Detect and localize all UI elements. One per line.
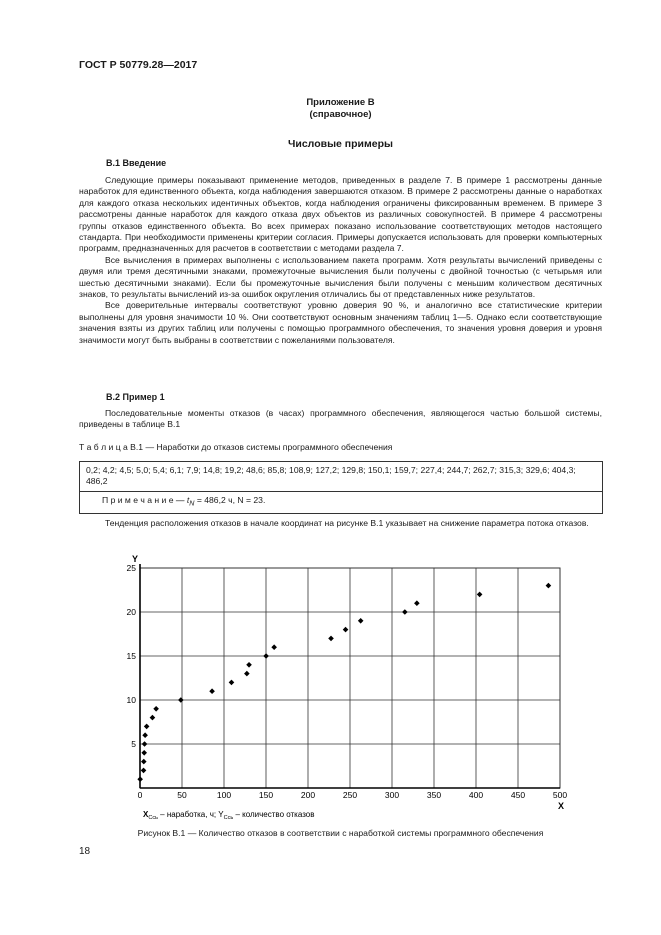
b1-body <box>79 175 602 346</box>
y-tick-label: 20 <box>126 607 136 617</box>
data-point <box>229 680 235 686</box>
note-text: — t <box>173 494 190 505</box>
figure-caption: Рисунок В.1 — Количество отказов в соответствии с наработкой системы программного обеспечения <box>137 828 544 838</box>
paragraph: Следующие примеры показывают применение методов, приведенных в разделе 7. В примере 1 рассмотрены данные наработок для единственного объекта, когда наблюдения завершаются отказом. В примере 2 рассмотрены данные о наработках для каждого отказа нескольких идентичных объектов, когда наблюдения ограничены фиксированным временем. В примере 3 рассмотрены данные наработок для каждого отказа двух объектов из различных совокупностей. В примере 4 рассмотрены группы отказов единственного объекта. Во всех примерах показано использование соответствующих методов настоящего стандарта. При необходимости применены критерии согласия. Примеры допускается использовать для проверки компьютерных программ, предназначенных для расчетов в соответствии с методами раздела 7. <box>79 175 602 254</box>
b2-heading: В.2 Пример 1 <box>106 392 165 402</box>
x-tick-label: 400 <box>468 790 484 800</box>
data-point <box>137 776 143 782</box>
chart-ticks <box>127 563 568 800</box>
y-tick-label: 10 <box>126 695 136 705</box>
paragraph: Все вычисления в примерах выполнены с использованием пакета программ. Хотя результаты вычислений приведены с двумя или тремя десятичными знаками, промежуточные вычисления были получены с двойной точностью (с четырьмя или шестью десятичными знаками). Если бы промежуточные вычисления были получены с меньшим количеством десятичных знаков, то результаты вычислений из-за ошибок округления отличались бы от представленных ниже результатов. <box>79 254 602 300</box>
x-tick-label: 50 <box>177 790 187 800</box>
paragraph: Тенденция расположения отказов в начале координат на рисунке В.1 указывает на снижение параметра потока отказов. <box>105 518 589 528</box>
note-label: П р и м е ч а н и е <box>102 494 174 505</box>
page-number: 18 <box>79 846 91 857</box>
y-tick-label: 25 <box>126 563 136 573</box>
axis-note-end: – количество отказов <box>233 810 315 819</box>
data-point <box>343 627 349 633</box>
data-point <box>358 618 364 624</box>
paragraph: Все доверительные интервалы соответствуют уровню доверия 90 %, и аналогично все статистические критерии выполнены для уровня значимости 10 %. Они соответствуют основным значениям таблиц 1—5. Однако если соответствующие значения взяты из других таблиц или получены с помощью программного обеспечения, то значения уровня доверия и уровня значимости могут быть выбраны в соответствии с пожеланиями пользователя. <box>79 300 602 345</box>
standard-header: ГОСТ Р 50779.28—2017 <box>79 59 198 71</box>
table-row <box>80 491 603 513</box>
data-point <box>244 671 250 677</box>
axis-note-sub: Ссь <box>148 815 158 821</box>
paragraph: Последовательные моменты отказов (в часах) программного обеспечения, являющегося частью большой системы, приведены в таблице В.1 <box>79 408 602 430</box>
b2-intro <box>79 408 602 431</box>
data-point <box>153 706 159 712</box>
y-axis-label: Y <box>132 554 139 564</box>
table-note-cell <box>80 491 603 513</box>
data-point <box>142 741 148 747</box>
chart-points <box>137 583 551 782</box>
data-point <box>209 688 215 694</box>
table-caption-text: В.1 — Наработки до отказов системы программного обеспечения <box>127 442 393 452</box>
failure-times-table <box>79 461 603 514</box>
x-tick-label: 500 <box>552 790 568 800</box>
data-point <box>246 662 252 668</box>
data-point <box>141 750 147 756</box>
data-point <box>142 732 148 738</box>
y-tick-label: 15 <box>126 651 136 661</box>
data-point <box>141 759 147 765</box>
data-point <box>414 600 420 606</box>
axis-note-x: X <box>143 810 149 819</box>
data-point <box>546 583 552 589</box>
x-tick-label: 200 <box>300 790 316 800</box>
data-point <box>402 609 408 615</box>
x-tick-label: 0 <box>137 790 143 800</box>
section-title: Числовые примеры <box>288 138 393 150</box>
failure-count-chart <box>100 552 580 822</box>
table-caption-lead: Т а б л и ц а <box>79 442 128 452</box>
axis-legend-note <box>143 810 315 821</box>
b1-heading: В.1 Введение <box>106 158 167 168</box>
appendix-heading <box>79 97 602 121</box>
data-point <box>141 768 147 774</box>
y-tick-label: 5 <box>131 739 136 749</box>
x-axis-label: X <box>558 801 565 811</box>
x-tick-label: 100 <box>216 790 232 800</box>
appendix-title: Приложение В <box>306 97 375 108</box>
axis-note-mid: – наработка, ч; Y <box>157 810 224 819</box>
table-row <box>80 462 603 492</box>
table-caption <box>79 442 392 452</box>
data-point <box>263 653 269 659</box>
data-point <box>328 636 334 642</box>
data-point <box>178 697 184 703</box>
data-point <box>144 724 150 730</box>
trend-text-block <box>79 518 602 529</box>
x-tick-label: 250 <box>342 790 358 800</box>
x-tick-label: 300 <box>384 790 400 800</box>
chart-grid <box>140 568 560 788</box>
x-tick-label: 450 <box>510 790 526 800</box>
data-point <box>150 715 156 721</box>
x-tick-label: 150 <box>258 790 274 800</box>
appendix-subtitle: (справочное) <box>309 109 372 120</box>
note-subscript: N <box>189 499 195 508</box>
data-point <box>477 592 483 598</box>
x-tick-label: 350 <box>426 790 442 800</box>
table-values-cell: 0,2; 4,2; 4,5; 5,0; 5,4; 6,1; 7,9; 14,8; 19,2; 48,6; 85,8; 108,9; 127,2; 129,8; 150,1; 159,7; 227,4; 244,7; 262,7; 315,3; 329,6; 404,3; 486,2 <box>80 462 603 492</box>
note-value: = 486,2 ч, N = 23. <box>194 494 266 505</box>
axis-note-sub2: Ссь <box>223 815 234 821</box>
data-point <box>271 644 277 650</box>
